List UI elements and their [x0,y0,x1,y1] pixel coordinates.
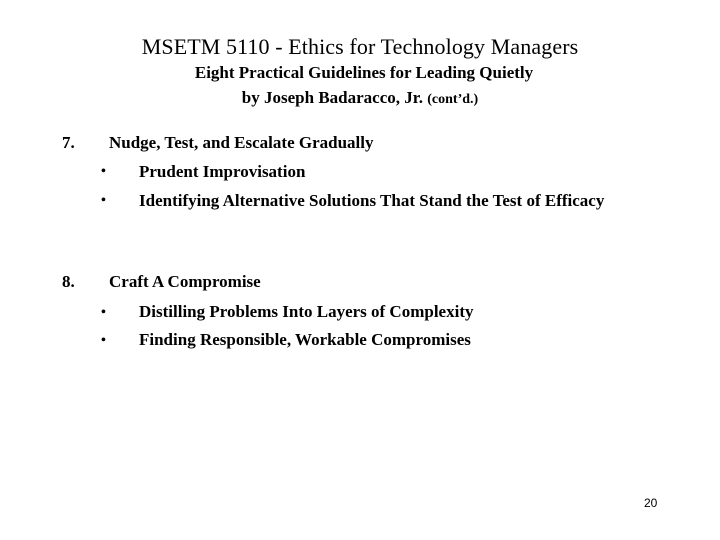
subtitle-continued-note: (cont’d.) [427,92,479,107]
bullet-text: Identifying Alternative Solutions That Stand the Test of Efficacy [139,191,605,210]
slide-subtitle-line-1: Eight Practical Guidelines for Leading Quietly [194,63,534,82]
section-heading: Nudge, Test, and Escalate Gradually [109,133,374,152]
bullet-icon: • [101,333,106,348]
slide-title: MSETM 5110 - Ethics for Technology Managers [141,34,579,59]
bullet-icon: • [101,193,106,208]
bullet-icon: • [101,305,106,320]
bullet-icon: • [101,164,106,179]
section-number: 7. [62,133,75,152]
section-number: 8. [62,272,75,291]
slide-subtitle-line-2 [0,88,720,108]
bullet-text: Finding Responsible, Workable Compromises [139,330,471,349]
bullet-text: Distilling Problems Into Layers of Complexity [139,302,474,321]
bullet-text: Prudent Improvisation [139,162,306,181]
page-number: 20 [644,496,658,510]
subtitle-author: by Joseph Badaracco, Jr. [241,88,423,107]
section-heading: Craft A Compromise [109,272,261,291]
